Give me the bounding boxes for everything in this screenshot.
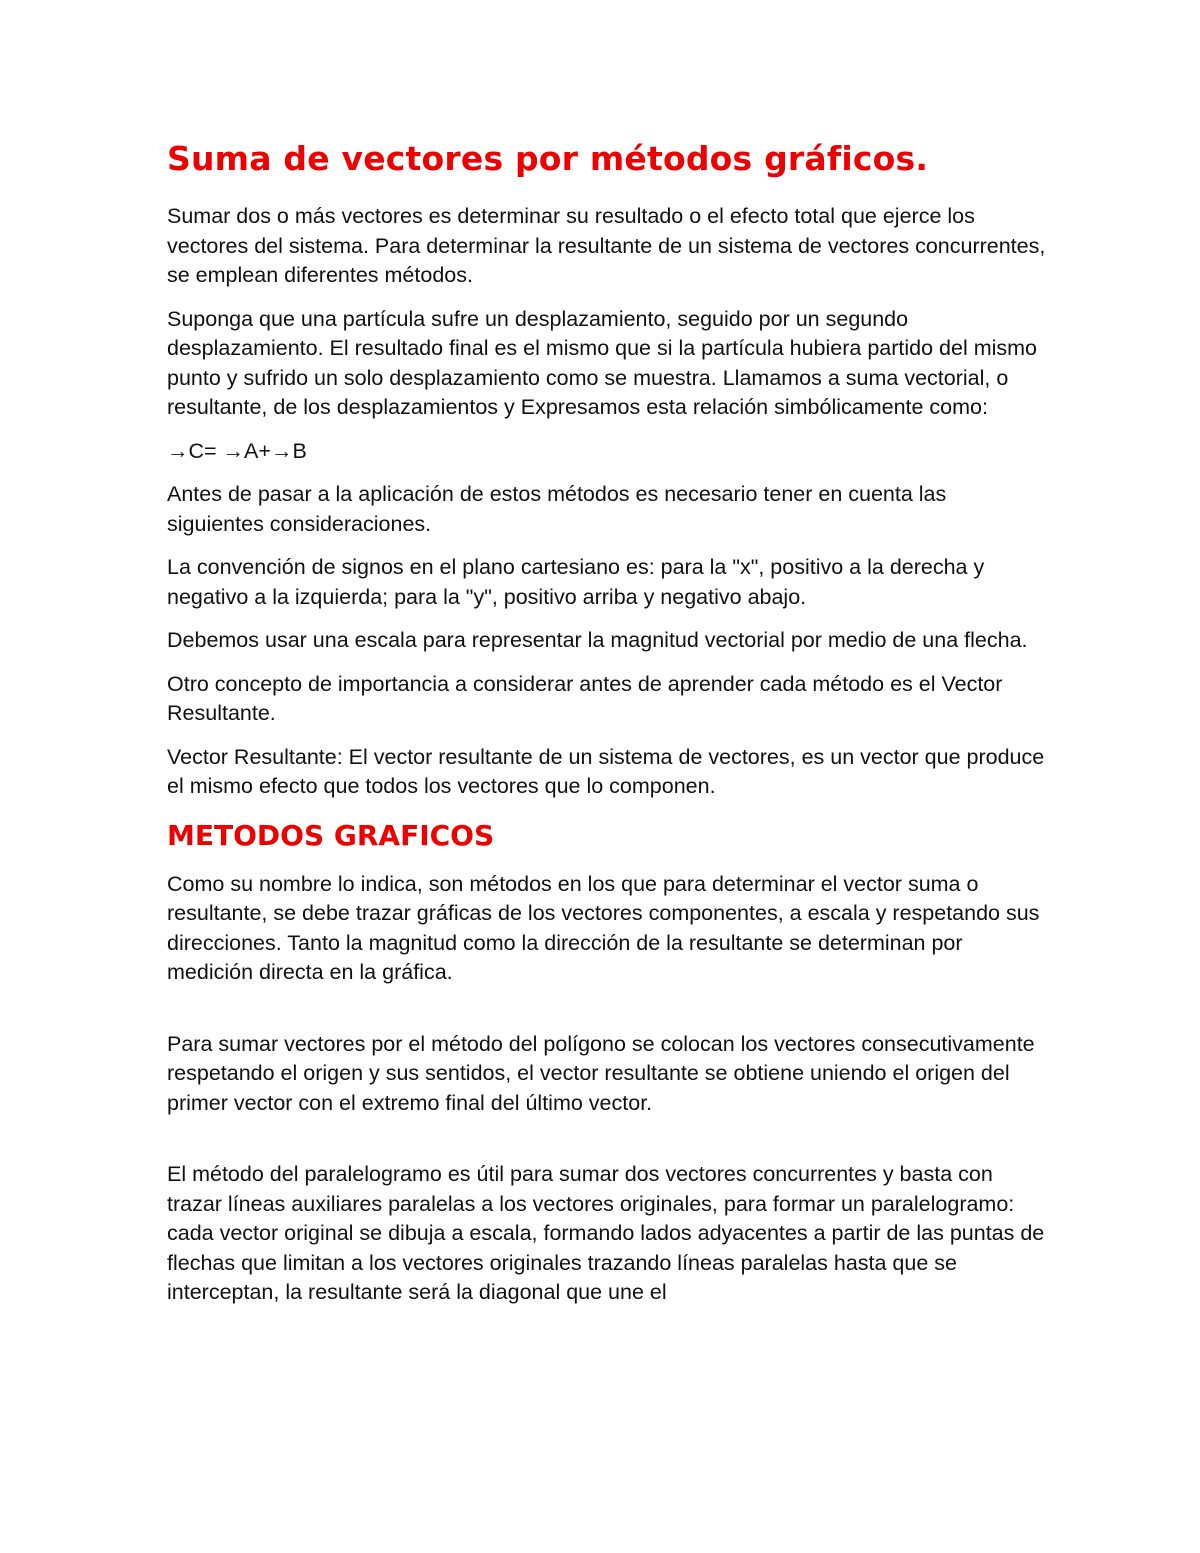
blank-line [167, 1002, 1047, 1030]
section-heading: METODOS GRAFICOS [167, 818, 495, 852]
section-paragraph: Como su nombre lo indica, son métodos en los que para determinar el vector suma o resultante, se debe trazar gráficas de los vectores componentes, a escala y respetando sus direcciones. Tanto la magnitud como la dirección de la resultante se determinan por medición directa en la gráfica. [167, 871, 1040, 984]
intro-paragraph: La convención de signos en el plano cartesiano es: para la "x", positivo a la derecha y negativo a la izquierda; para la "y", positivo arriba y negativo abajo. [167, 555, 985, 609]
polygon-method-paragraph: Para sumar vectores por el método del polígono se colocan los vectores consecutivamente respetando el origen y sus sentidos, el vector resultante se obtiene uniendo el origen del primer vector con el extremo final del último vector. [167, 1031, 1035, 1115]
intro-paragraph: Sumar dos o más vectores es determinar su resultado o el efecto total que ejerce los vectores del sistema. Para determinar la resultante de un sistema de vectores concurrentes, se emplean diferentes métodos. [167, 204, 1046, 287]
vector-equation: →C= →A+→B [167, 438, 307, 463]
document-page [167, 136, 1047, 1322]
intro-paragraph: Otro concepto de importancia a considerar antes de aprender cada método es el Vector Resultante. [167, 671, 1003, 725]
intro-paragraph: Antes de pasar a la aplicación de estos métodos es necesario tener en cuenta las siguientes consideraciones. [167, 482, 947, 536]
document-title: Suma de vectores por métodos gráficos. [167, 139, 929, 178]
blank-line [167, 1132, 1047, 1160]
intro-paragraph: Debemos usar una escala para representar la magnitud vectorial por medio de una flecha. [167, 628, 1028, 652]
intro-paragraph: Suponga que una partícula sufre un desplazamiento, seguido por un segundo desplazamiento. El resultado final es el mismo que si la partícula hubiera partido del mismo punto y sufrido un solo desplazamiento como se muestra. Llamamos a suma vectorial, o resultante, de los desplazamientos y Expresamos esta relación simbólicamente como: [167, 306, 1037, 419]
parallelogram-method-paragraph: El método del paralelogramo es útil para sumar dos vectores concurrentes y basta con trazar líneas auxiliares paralelas a los vectores originales, para formar un paralelogramo: cada vector original se dibuja a escala, formando lados adyacentes a partir de las puntas de flechas que limitan a los vectores originales trazando líneas paralelas hasta que se interceptan, la resultante será la diagonal que une el [167, 1162, 1045, 1304]
intro-paragraph: Vector Resultante: El vector resultante de un sistema de vectores, es un vector que produce el mismo efecto que todos los vectores que lo componen. [167, 744, 1045, 798]
